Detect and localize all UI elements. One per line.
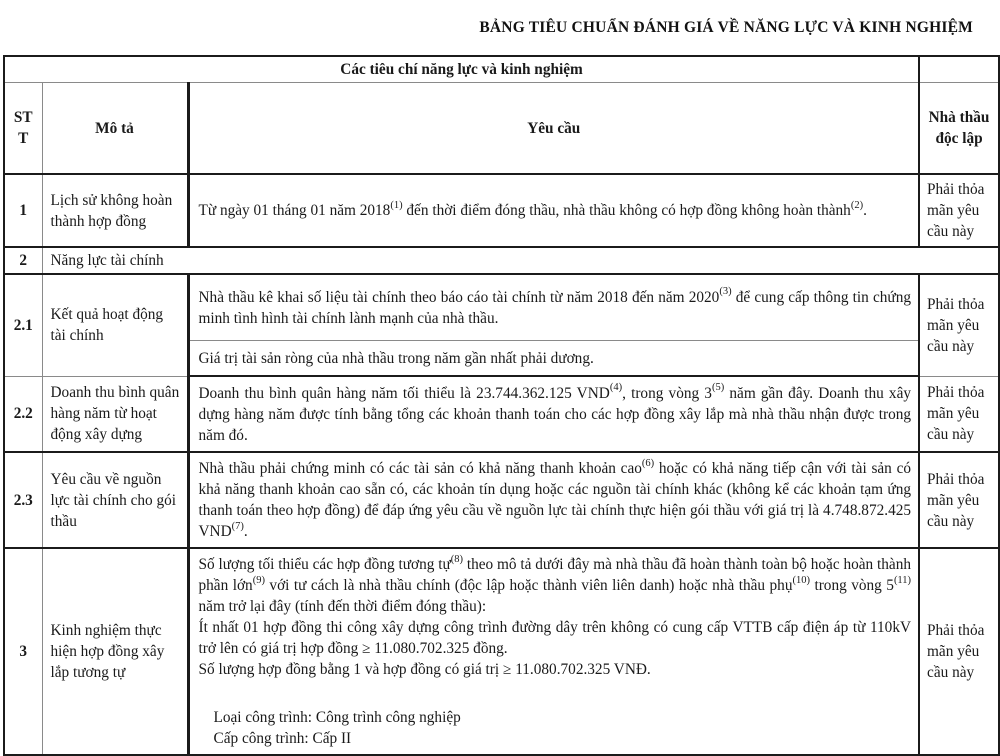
column-header-row <box>4 83 999 175</box>
column-header-stt: STT <box>4 83 42 175</box>
row-2-2-stt: 2.2 <box>4 376 42 452</box>
row-2-1-requirement-a <box>188 274 919 341</box>
page-title: BẢNG TIÊU CHUẨN ĐÁNH GIÁ VỀ NĂNG LỰC VÀ KINH NGHIỆM <box>479 19 973 36</box>
table-row-2-2 <box>4 376 999 452</box>
paragraph: Từ ngày 01 tháng 01 năm 2018$^{(1)}$ đến thời điểm đóng thầu, nhà thầu không có hợp đồng không hoàn thành$^{(2)}$. <box>198 199 867 219</box>
row-1-description: Lịch sử không hoàn thành hợp đồng <box>42 174 188 247</box>
row-2-3-independent: Phải thỏa mãn yêu cầu này <box>919 452 999 548</box>
paragraph: Nhà thầu phải chứng minh có các tài sản có khả năng thanh khoản cao$^{(6)}$ hoặc có khả năng tiếp cận với tài sản có khả năng thanh khoản cao sẵn có, các khoản tín dụng hoặc các nguồn tài chính khác (không kể các khoản tạm ứng thanh toán theo hợp đồng) để đáp ứng yêu cầu về nguồn lực tài chính thực hiện gói thầu với giá trị là 4.748.872.425 VND$^{(7)}$. <box>198 457 912 540</box>
footnote-superscript: (11) <box>893 574 912 586</box>
row-3-description: Kinh nghiệm thực hiện hợp đồng xây lắp tương tự <box>42 548 188 755</box>
footnote-superscript: (5) <box>711 382 725 394</box>
row-1-independent: Phải thỏa mãn yêu cầu này <box>919 174 999 247</box>
table-row-3 <box>4 548 999 755</box>
group-header-cell: Các tiêu chí năng lực và kinh nghiệm <box>4 56 919 83</box>
row-2-2-requirement <box>188 376 919 452</box>
paragraph: Loại công trình: Công trình công nghiệp <box>213 709 461 726</box>
column-header-description: Mô tả <box>42 83 188 175</box>
paragraph: Ít nhất 01 hợp đồng thi công xây dựng công trình đường dây trên không có cung cấp VTTB cấp điện áp từ 110kV trở lên có giá trị hợp đồng ≥ 11.080.702.325 đồng. <box>198 619 912 657</box>
row-3-stt: 3 <box>4 548 42 755</box>
row-2-stt: 2 <box>4 247 42 274</box>
paragraph: Nhà thầu kê khai số liệu tài chính theo báo cáo tài chính từ năm 2018 đến năm 2020$^{(3)}$ để cung cấp thông tin chứng minh tình hình tài chính lành mạnh của nhà thầu. <box>198 286 912 327</box>
row-1-requirement <box>188 174 919 247</box>
row-1-stt: 1 <box>4 174 42 247</box>
table-row-1 <box>4 174 999 247</box>
footnote-superscript: (2) <box>850 199 864 211</box>
footnote-superscript: (10) <box>792 574 810 586</box>
footnote-superscript: (9) <box>252 574 265 586</box>
row-2-section-title: Năng lực tài chính <box>42 247 999 274</box>
table-row-2-section <box>4 247 999 274</box>
table-row-2-1-a <box>4 274 999 341</box>
row-2-1-independent: Phải thỏa mãn yêu cầu này <box>919 274 999 376</box>
paragraph: Số lượng tối thiểu các hợp đồng tương tự$^{(8)}$ theo mô tả dưới đây mà nhà thầu đã hoàn thành toàn bộ hoặc hoàn thành phần lớn$^{(9)}$ với tư cách là nhà thầu chính (độc lập hoặc thành viên liên danh) hoặc nhà thầu phụ$^{(10)}$ trong vòng 5$^{(11)}$ năm trở lại đây (tính đến thời điểm đóng thầu): <box>198 553 912 615</box>
row-2-3-description: Yêu cầu về nguồn lực tài chính cho gói thầu <box>42 452 188 548</box>
paragraph: Số lượng hợp đồng bằng 1 và hợp đồng có giá trị ≥ 11.080.702.325 VNĐ. <box>198 661 651 678</box>
row-2-2-description: Doanh thu bình quân hàng năm từ hoạt động xây dựng <box>42 376 188 452</box>
row-2-3-requirement <box>188 452 919 548</box>
row-3-requirement <box>188 548 919 755</box>
row-2-1-stt: 2.1 <box>4 274 42 376</box>
table-row-2-3 <box>4 452 999 548</box>
footnote-superscript: (3) <box>719 286 732 298</box>
paragraph: Cấp công trình: Cấp II <box>213 730 352 747</box>
column-header-independent-bidder: Nhà thầu độc lập <box>919 83 999 175</box>
footnote-superscript: (7) <box>231 520 244 532</box>
evaluation-criteria-table <box>3 55 1000 756</box>
column-header-requirement: Yêu cầu <box>188 83 919 175</box>
footnote-superscript: (6) <box>641 457 655 469</box>
row-3-independent: Phải thỏa mãn yêu cầu này <box>919 548 999 755</box>
row-2-1-description: Kết quả hoạt động tài chính <box>42 274 188 376</box>
footnote-superscript: (1) <box>390 199 403 211</box>
footnote-superscript: (8) <box>450 553 463 565</box>
group-header-empty-cell <box>919 56 999 83</box>
paragraph: Giá trị tài sản ròng của nhà thầu trong năm gần nhất phải dương. <box>198 349 594 367</box>
group-header-row <box>4 56 999 83</box>
paragraph: Doanh thu bình quân hàng năm tối thiểu là 23.744.362.125 VND$^{(4)}$, trong vòng 3$^{(5)}$ năm gần đây. Doanh thu xây dựng hàng năm được tính bằng tổng các khoản thanh toán cho các hợp đồng xây lắp mà nhà thầu nhận được trong năm đó. <box>198 382 912 444</box>
row-2-2-independent: Phải thỏa mãn yêu cầu này <box>919 376 999 452</box>
row-2-1-requirement-b <box>188 341 919 377</box>
row-2-3-stt: 2.3 <box>4 452 42 548</box>
footnote-superscript: (4) <box>609 382 623 394</box>
